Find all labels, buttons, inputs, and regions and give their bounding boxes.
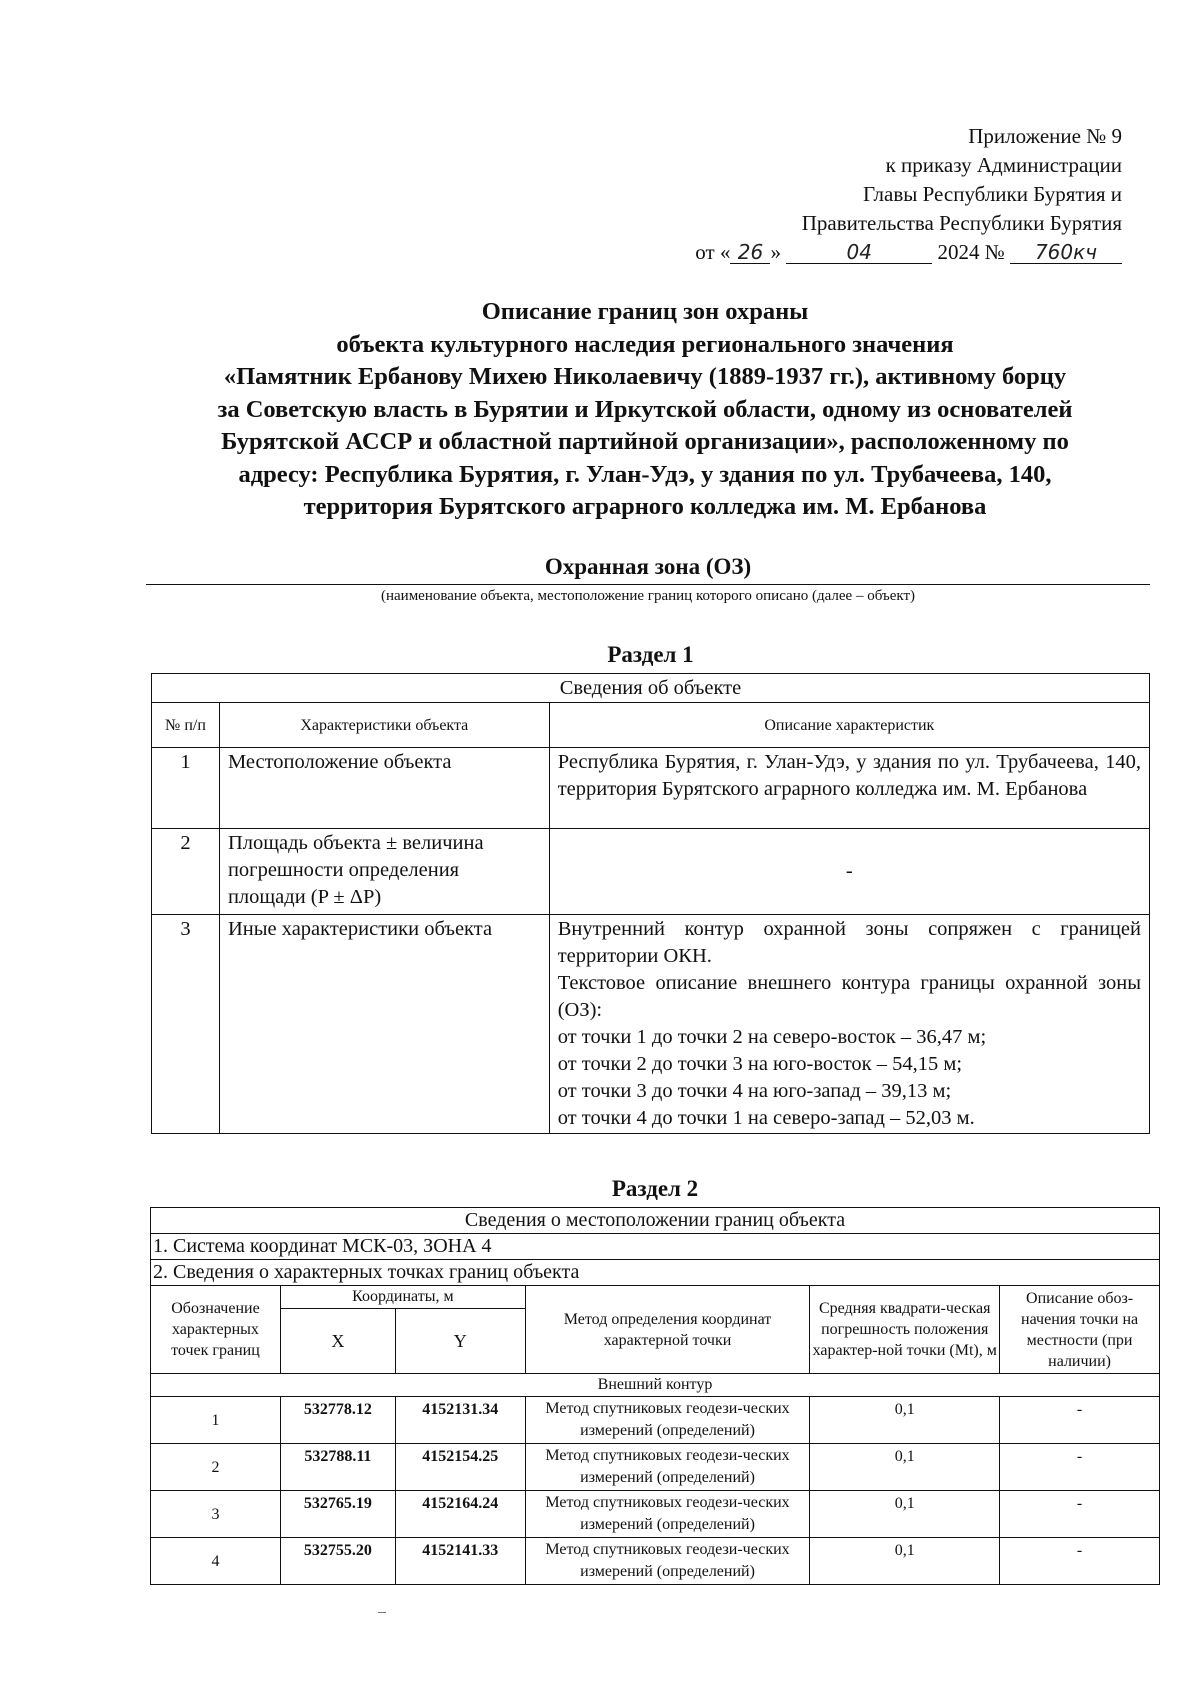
title-line-7: территория Бурятского аграрного колледжа им. М. Ербанова	[303, 493, 987, 520]
point-description: -	[1000, 1538, 1160, 1585]
coord-x: 532755.20	[280, 1538, 395, 1585]
error-value: 0,1	[810, 1444, 1000, 1491]
title-line-3: «Памятник Ербанову Михею Николаевичу (1889-1937 гг.), активному борцу	[223, 363, 1067, 390]
section-1-table	[151, 673, 1150, 1134]
point-number: 4	[151, 1538, 281, 1585]
zone-name: Охранная зона (ОЗ)	[544, 554, 752, 579]
point-number: 3	[151, 1491, 281, 1538]
points-title: 2. Сведения о характерных точках границ объекта	[151, 1260, 1160, 1286]
row-characteristic: Площадь объекта ± величина погрешности определения площади (P ± ΔP)	[219, 829, 549, 915]
coord-x: 532765.19	[280, 1491, 395, 1538]
zone-underline	[146, 584, 1150, 585]
coord-y: 4152131.34	[395, 1397, 525, 1444]
section-1-title: Раздел 1	[607, 642, 694, 667]
row-num: 2	[152, 829, 220, 915]
appendix-line-1: Приложение № 9	[968, 124, 1122, 148]
row-description: -	[549, 829, 1149, 915]
date-prefix: от «	[695, 240, 731, 264]
coord-x: 532788.11	[280, 1444, 395, 1491]
section-1-table-title: Сведения об объекте	[152, 674, 1150, 703]
method: Метод спутниковых геодези-ческих измерений (определений)	[525, 1397, 810, 1444]
title-line-1: Описание границ зон охраны	[481, 298, 809, 325]
title-line-5: Бурятской АССР и областной партийной организации», расположенному по	[221, 428, 1069, 455]
error-value: 0,1	[810, 1397, 1000, 1444]
desc-line: от точки 3 до точки 4 на юго-запад – 39,13 м;	[557, 1080, 952, 1102]
table-row	[152, 829, 1150, 915]
table-row	[151, 1397, 1160, 1444]
document-title	[140, 296, 1150, 524]
row-num: 3	[152, 915, 220, 1134]
header-method: Метод определения координат характерной точки	[525, 1286, 810, 1374]
section-1-header-row	[152, 703, 1150, 748]
handwritten-order-number: 760кч	[1010, 241, 1122, 264]
appendix-line-4: Правительства Республики Бурятия	[801, 211, 1122, 235]
header-description: Описание характеристик	[549, 703, 1149, 748]
table-row	[152, 748, 1150, 829]
coord-x: 532778.12	[280, 1397, 395, 1444]
row-characteristic: Местоположение объекта	[219, 748, 549, 829]
coord-y: 4152164.24	[395, 1491, 525, 1538]
method: Метод спутниковых геодези-ческих измерений (определений)	[525, 1491, 810, 1538]
desc-line: Текстовое описание внешнего контура границы охранной зоны (ОЗ):	[557, 972, 1141, 1021]
section-2-table-title: Сведения о местоположении границ объекта	[151, 1208, 1160, 1234]
scan-mark	[378, 1612, 386, 1613]
row-characteristic: Иные характеристики объекта	[219, 915, 549, 1134]
date-year: 2024 №	[937, 240, 1005, 264]
error-value: 0,1	[810, 1538, 1000, 1585]
header-characteristics: Характеристики объекта	[219, 703, 549, 748]
header-designation: Обозначение характерных точек границ	[151, 1286, 281, 1374]
header-num: № п/п	[152, 703, 220, 748]
contour-label: Внешний контур	[151, 1374, 1160, 1397]
zone-caption: (наименование объекта, местоположение границ которого описано (далее – объект)	[380, 588, 916, 604]
table-row	[151, 1491, 1160, 1538]
error-value: 0,1	[810, 1491, 1000, 1538]
point-description: -	[1000, 1397, 1160, 1444]
coord-y: 4152154.25	[395, 1444, 525, 1491]
header-error: Средняя квадрати-ческая погрешность положения характер-ной точки (Mt), м	[810, 1286, 1000, 1374]
header-coordinates: Координаты, м	[280, 1286, 525, 1309]
coord-y: 4152141.33	[395, 1538, 525, 1585]
section-2-title: Раздел 2	[611, 1176, 699, 1201]
appendix-line-2: к приказу Администрации	[885, 153, 1122, 177]
method: Метод спутниковых геодези-ческих измерений (определений)	[525, 1538, 810, 1585]
desc-line: Внутренний контур охранной зоны сопряжен с границей территории ОКН.	[557, 918, 1141, 967]
table-row	[151, 1444, 1160, 1491]
title-line-6: адресу: Республика Бурятия, г. Улан-Удэ, у здания по ул. Трубачеева, 140,	[238, 460, 1052, 488]
table-row	[151, 1538, 1160, 1585]
header-point-description: Описание обоз-начения точки на местности (при наличии)	[1000, 1286, 1160, 1374]
section-2-table	[150, 1207, 1160, 1585]
handwritten-month: 04	[786, 241, 932, 264]
method: Метод спутниковых геодези-ческих измерений (определений)	[525, 1444, 810, 1491]
row-description: Республика Бурятия, г. Улан-Удэ, у здания по ул. Трубачеева, 140, территория Бурятского аграрного колледжа им. М. Ербанова	[549, 748, 1149, 829]
desc-line: от точки 4 до точки 1 на северо-запад – 52,03 м.	[557, 1107, 975, 1129]
date-mid: »	[770, 240, 781, 264]
header-y: Y	[395, 1309, 525, 1374]
handwritten-day: 26	[730, 241, 770, 264]
row-description	[549, 915, 1149, 1134]
title-line-2: объекта культурного наследия регионального значения	[336, 330, 954, 358]
title-line-4: за Советскую власть в Бурятии и Иркутской области, одному из основателей	[217, 395, 1073, 423]
point-description: -	[1000, 1444, 1160, 1491]
desc-line: от точки 2 до точки 3 на юго-восток – 54,15 м;	[557, 1053, 963, 1075]
appendix-block	[562, 122, 1122, 267]
table-row	[152, 915, 1150, 1134]
appendix-line-3: Главы Республики Бурятия и	[863, 182, 1122, 206]
order-date-line	[562, 238, 1122, 267]
section-2-header-row	[151, 1286, 1160, 1309]
desc-line: от точки 1 до точки 2 на северо-восток – 36,47 м;	[557, 1026, 987, 1048]
point-description: -	[1000, 1491, 1160, 1538]
header-x: X	[280, 1309, 395, 1374]
point-number: 2	[151, 1444, 281, 1491]
row-num: 1	[152, 748, 220, 829]
point-number: 1	[151, 1397, 281, 1444]
coordinate-system: 1. Система координат МСК-03, ЗОНА 4	[151, 1234, 1160, 1260]
